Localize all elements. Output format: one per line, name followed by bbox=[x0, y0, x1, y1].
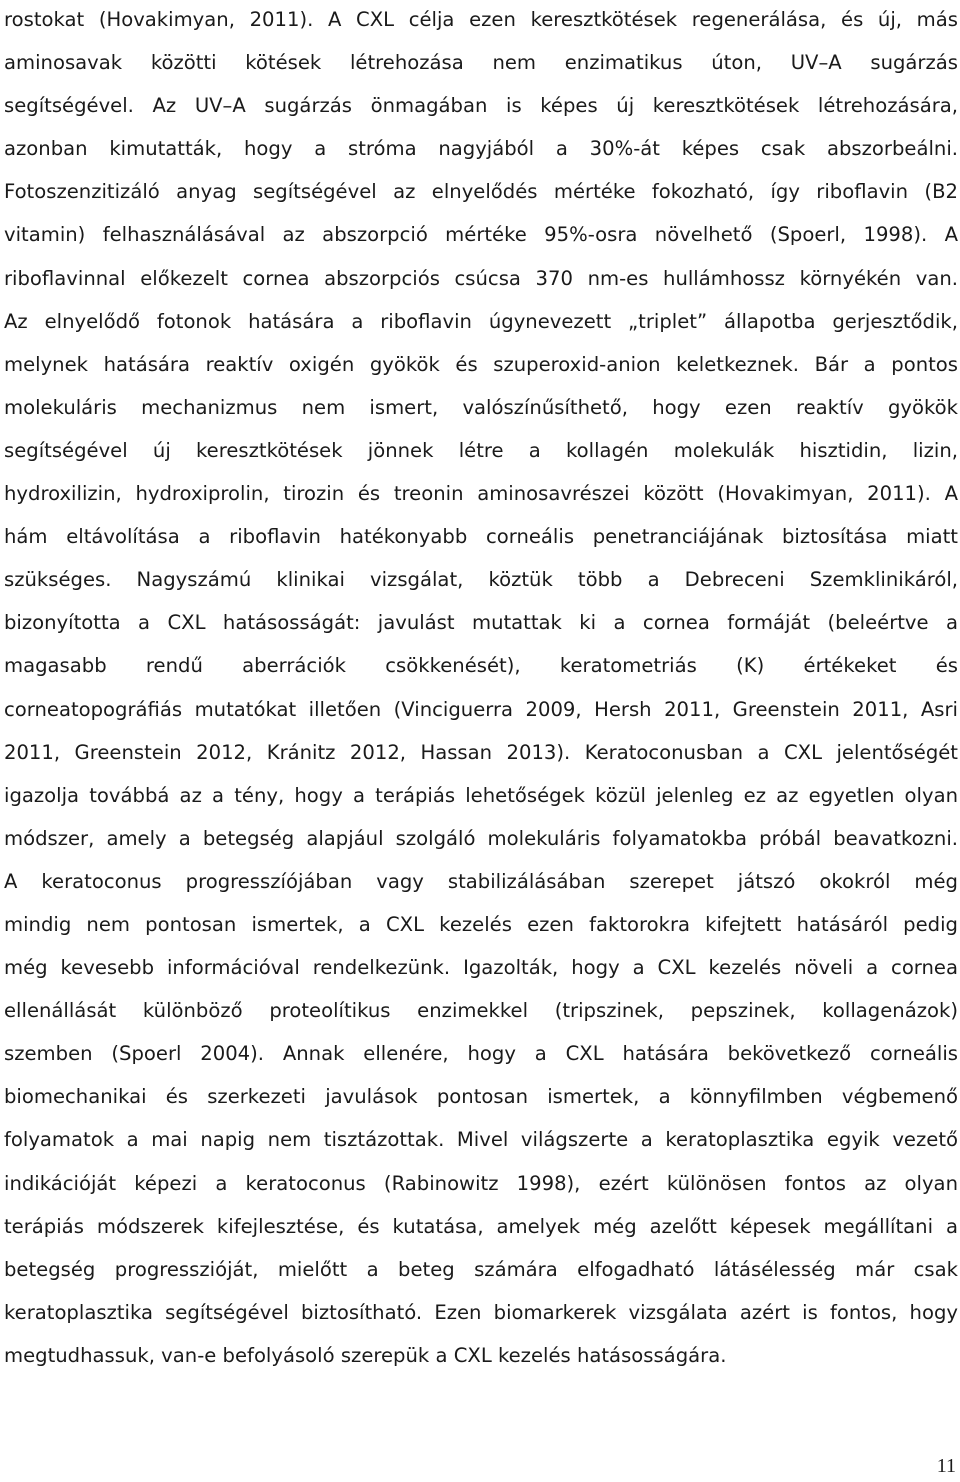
text-line: keratoplasztika segítségével biztosítható. Ezen biomarkerek vizsgálata azért is fontos, hogy bbox=[4, 1300, 958, 1324]
text-line: riboflavinnal előkezelt cornea abszorpciós csúcsa 370 nm-es hullámhossz környékén van. bbox=[4, 266, 958, 290]
text-line: módszer, amely a betegség alapjául szolgáló molekuláris folyamatokba próbál beavatkozni. bbox=[4, 826, 958, 850]
page-number: 11 bbox=[936, 1455, 956, 1477]
text-line: betegség progresszióját, mielőtt a beteg számára elfogadható látásélesség már csak bbox=[4, 1257, 958, 1281]
body-paragraph bbox=[4, 0, 958, 1377]
text-line: vitamin) felhasználásával az abszorpció mértéke 95%-osra növelhető (Spoerl, 1998). A bbox=[4, 223, 958, 247]
text-line: molekuláris mechanizmus nem ismert, valószínűsíthető, hogy ezen reaktív gyökök bbox=[4, 395, 958, 419]
text-line: megtudhassuk, van-e befolyásoló szerepük a CXL kezelés hatásosságára. bbox=[4, 1343, 727, 1367]
text-line: terápiás módszerek kifejlesztése, és kutatása, amelyek még azelőtt képesek megállítani a bbox=[4, 1214, 958, 1238]
text-line: azonban kimutatták, hogy a stróma nagyjából a 30%-át képes csak abszorbeálni. bbox=[4, 137, 958, 161]
text-line: még kevesebb információval rendelkezünk. Igazolták, hogy a CXL kezelés növeli a cornea bbox=[4, 956, 958, 980]
text-line: 2011, Greenstein 2012, Kránitz 2012, Hassan 2013). Keratoconusban a CXL jelentőségét bbox=[4, 740, 958, 764]
text-line: melynek hatására reaktív oxigén gyökök és szuperoxid-anion keletkeznek. Bár a pontos bbox=[4, 352, 958, 376]
text-line: segítségével. Az UV–A sugárzás önmagában is képes új keresztkötések létrehozására, bbox=[4, 94, 958, 118]
text-line: corneatopográfiás mutatókat illetően (Vinciguerra 2009, Hersh 2011, Greenstein 2011, Asri bbox=[4, 697, 958, 721]
text-line: indikációját képezi a keratoconus (Rabinowitz 1998), ezért különösen fontos az olyan bbox=[4, 1171, 958, 1195]
text-line: ellenállását különböző proteolítikus enzimekkel (tripszinek, pepszinek, kollagenázok) bbox=[4, 999, 958, 1023]
text-line: Az elnyelődő fotonok hatására a riboflavin úgynevezett „triplet” állapotba gerjesztődik, bbox=[4, 309, 958, 333]
text-line: rostokat (Hovakimyan, 2011). A CXL célja ezen keresztkötések regenerálása, és új, más bbox=[4, 8, 958, 31]
text-line: hydroxilizin, hydroxiprolin, tirozin és treonin aminosavrészei között (Hovakimyan, 2011). A bbox=[4, 482, 958, 506]
text-line: mindig nem pontosan ismertek, a CXL kezelés ezen faktorokra kifejtett hatásáról pedig bbox=[4, 912, 958, 936]
text-line: hám eltávolítása a riboflavin hatékonyabb corneális penetranciájának biztosítása miatt bbox=[4, 525, 958, 549]
text-line: magasabb rendű aberrációk csökkenését), keratometriás (K) értékeket és bbox=[4, 654, 958, 678]
text-line: aminosavak közötti kötések létrehozása nem enzimatikus úton, UV–A sugárzás bbox=[4, 51, 958, 75]
text-line: biomechanikai és szerkezeti javulások pontosan ismertek, a könnyfilmben végbemenő bbox=[4, 1085, 958, 1109]
text-line: szemben (Spoerl 2004). Annak ellenére, hogy a CXL hatására bekövetkező corneális bbox=[4, 1042, 958, 1066]
text-line: A keratoconus progresszíójában vagy stabilizálásában szerepet játszó okokról még bbox=[4, 869, 958, 893]
text-line: bizonyította a CXL hatásosságát: javulást mutattak ki a cornea formáját (beleértve a bbox=[4, 611, 958, 635]
text-line: folyamatok a mai napig nem tisztázottak. Mivel világszerte a keratoplasztika egyik vezető bbox=[4, 1128, 958, 1152]
text-line: szükséges. Nagyszámú klinikai vizsgálat, köztük több a Debreceni Szemklinikáról, bbox=[4, 568, 958, 592]
text-line: Fotoszenzitizáló anyag segítségével az elnyelődés mértéke fokozható, így riboflavin (B2 bbox=[4, 180, 958, 204]
text-line: segítségével új keresztkötések jönnek létre a kollagén molekulák hisztidin, lizin, bbox=[4, 438, 958, 462]
text-line: igazolja továbbá az a tény, hogy a terápiás lehetőségek közül jelenleg ez az egyetlen olyan bbox=[4, 783, 958, 807]
